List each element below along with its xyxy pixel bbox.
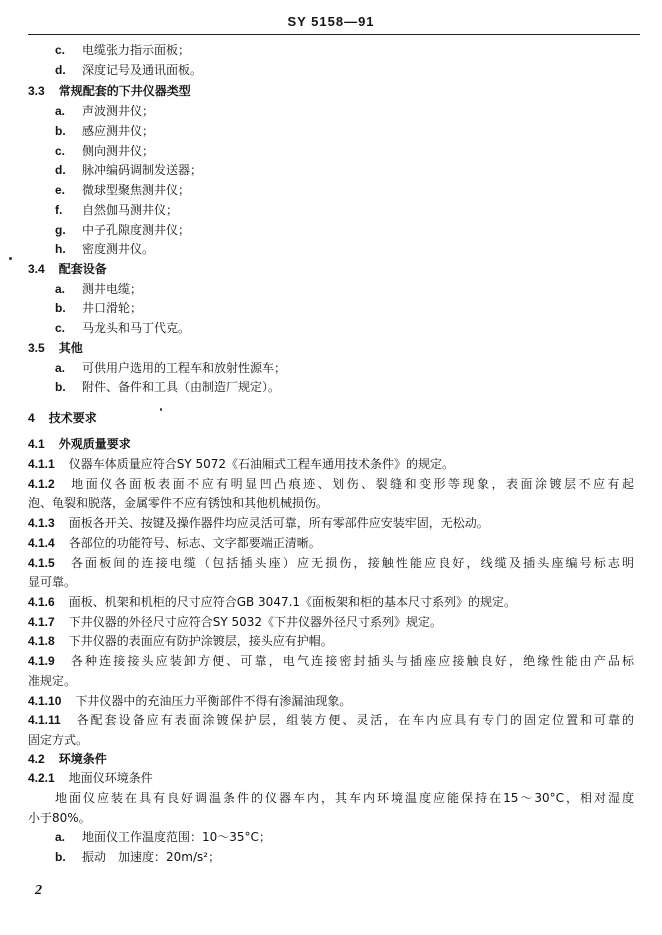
section-heading: 3.3 常规配套的下井仪器类型 <box>28 84 191 98</box>
paragraph: 地面仪应装在具有良好调温条件的仪器车内，其车内环境温度应能保持在15～30°C，相对湿度 <box>55 791 634 805</box>
clause-4-1-8: 4.1.8 下井仪器的表面应有防护涂镀层，接头应有护帽。 <box>28 634 333 648</box>
list-item: d. 深度记号及通讯面板。 <box>55 63 203 77</box>
subsection-heading: 4.2.1 地面仪环境条件 <box>28 771 153 785</box>
clause-continuation: 准规定。 <box>28 674 77 688</box>
scan-speck <box>160 408 162 411</box>
section-heading: 4.2 环境条件 <box>28 752 107 766</box>
section-heading: 3.4 配套设备 <box>28 262 107 276</box>
document-code: SY 5158—91 <box>287 14 375 29</box>
list-item: c. 马龙头和马丁代克。 <box>55 321 191 335</box>
clause-continuation: 显可靠。 <box>28 575 77 589</box>
list-item: g. 中子孔隙度测井仪； <box>55 223 191 237</box>
clause-4-1-10: 4.1.10 下井仪器中的充油压力平衡部件不得有渗漏油现象。 <box>28 694 352 708</box>
clause-4-1-6: 4.1.6 面板、机架和机柜的尺寸应符合GB 3047.1《面板架和柜的基本尺寸系列》的规定。 <box>28 595 517 609</box>
clause-4-1-9: 4.1.9 各种连接接头应装卸方便、可靠，电气连接密封插头与插座应接触良好，绝缘性能由产品标 <box>28 654 634 668</box>
list-item: a. 声波测井仪； <box>55 104 155 118</box>
section-heading: 3.5 其他 <box>28 341 83 355</box>
page-number: 2 <box>35 883 42 898</box>
list-item: b. 振动 加速度：20m/s²； <box>55 850 221 864</box>
list-item: a. 测井电缆； <box>55 282 143 296</box>
paragraph-continuation: 小于80%。 <box>28 811 91 825</box>
list-item: h. 密度测井仪。 <box>55 242 155 256</box>
scan-speck <box>9 257 12 260</box>
clause-4-1-11: 4.1.11 各配套设备应有表面涂镀保护层，组装方便、灵活，在车内应具有专门的固定位置和可靠的 <box>28 713 634 727</box>
clause-4-1-5: 4.1.5 各面板间的连接电缆（包括插头座）应无损伤，接触性能应良好，线缆及插头座编号标志明 <box>28 556 634 570</box>
clause-4-1-1: 4.1.1 仪器车体质量应符合SY 5072《石油厢式工程车通用技术条件》的规定。 <box>28 457 455 471</box>
list-item: f. 自然伽马测井仪； <box>55 203 179 217</box>
list-item: a. 可供用户选用的工程车和放射性源车； <box>55 361 287 375</box>
list-item: b. 感应测井仪； <box>55 124 155 138</box>
header-rule <box>28 34 640 35</box>
clause-4-1-2: 4.1.2 地面仪各面板表面不应有明显凹凸痕迹、划伤、裂缝和变形等现象，表面涂镀层不应有起 <box>28 477 634 491</box>
clause-4-1-4: 4.1.4 各部位的功能符号、标志、文字都要端正清晰。 <box>28 536 321 550</box>
clause-4-1-7: 4.1.7 下井仪器的外径尺寸应符合SY 5032《下井仪器外径尺寸系列》规定。 <box>28 615 443 629</box>
chapter-heading: 4 技术要求 <box>28 411 97 425</box>
list-item: e. 微球型聚焦测井仪； <box>55 183 191 197</box>
clause-4-1-3: 4.1.3 面板各开关、按键及操作器件均应灵活可靠，所有零部件应安装牢固，无松动。 <box>28 516 489 530</box>
list-item: a. 地面仪工作温度范围：10～35°C； <box>55 830 271 844</box>
list-item: d. 脉冲编码调制发送器； <box>55 163 203 177</box>
list-item: b. 井口滑轮； <box>55 301 143 315</box>
list-item: c. 电缆张力指示面板； <box>55 43 191 57</box>
clause-continuation: 固定方式。 <box>28 733 89 747</box>
clause-continuation: 泡、龟裂和脱落，金属零件不应有锈蚀和其他机械损伤。 <box>28 496 329 510</box>
section-heading: 4.1 外观质量要求 <box>28 437 131 451</box>
list-item: b. 附件、备件和工具（由制造厂规定）。 <box>55 380 281 394</box>
list-item: c. 侧向测井仪； <box>55 144 155 158</box>
